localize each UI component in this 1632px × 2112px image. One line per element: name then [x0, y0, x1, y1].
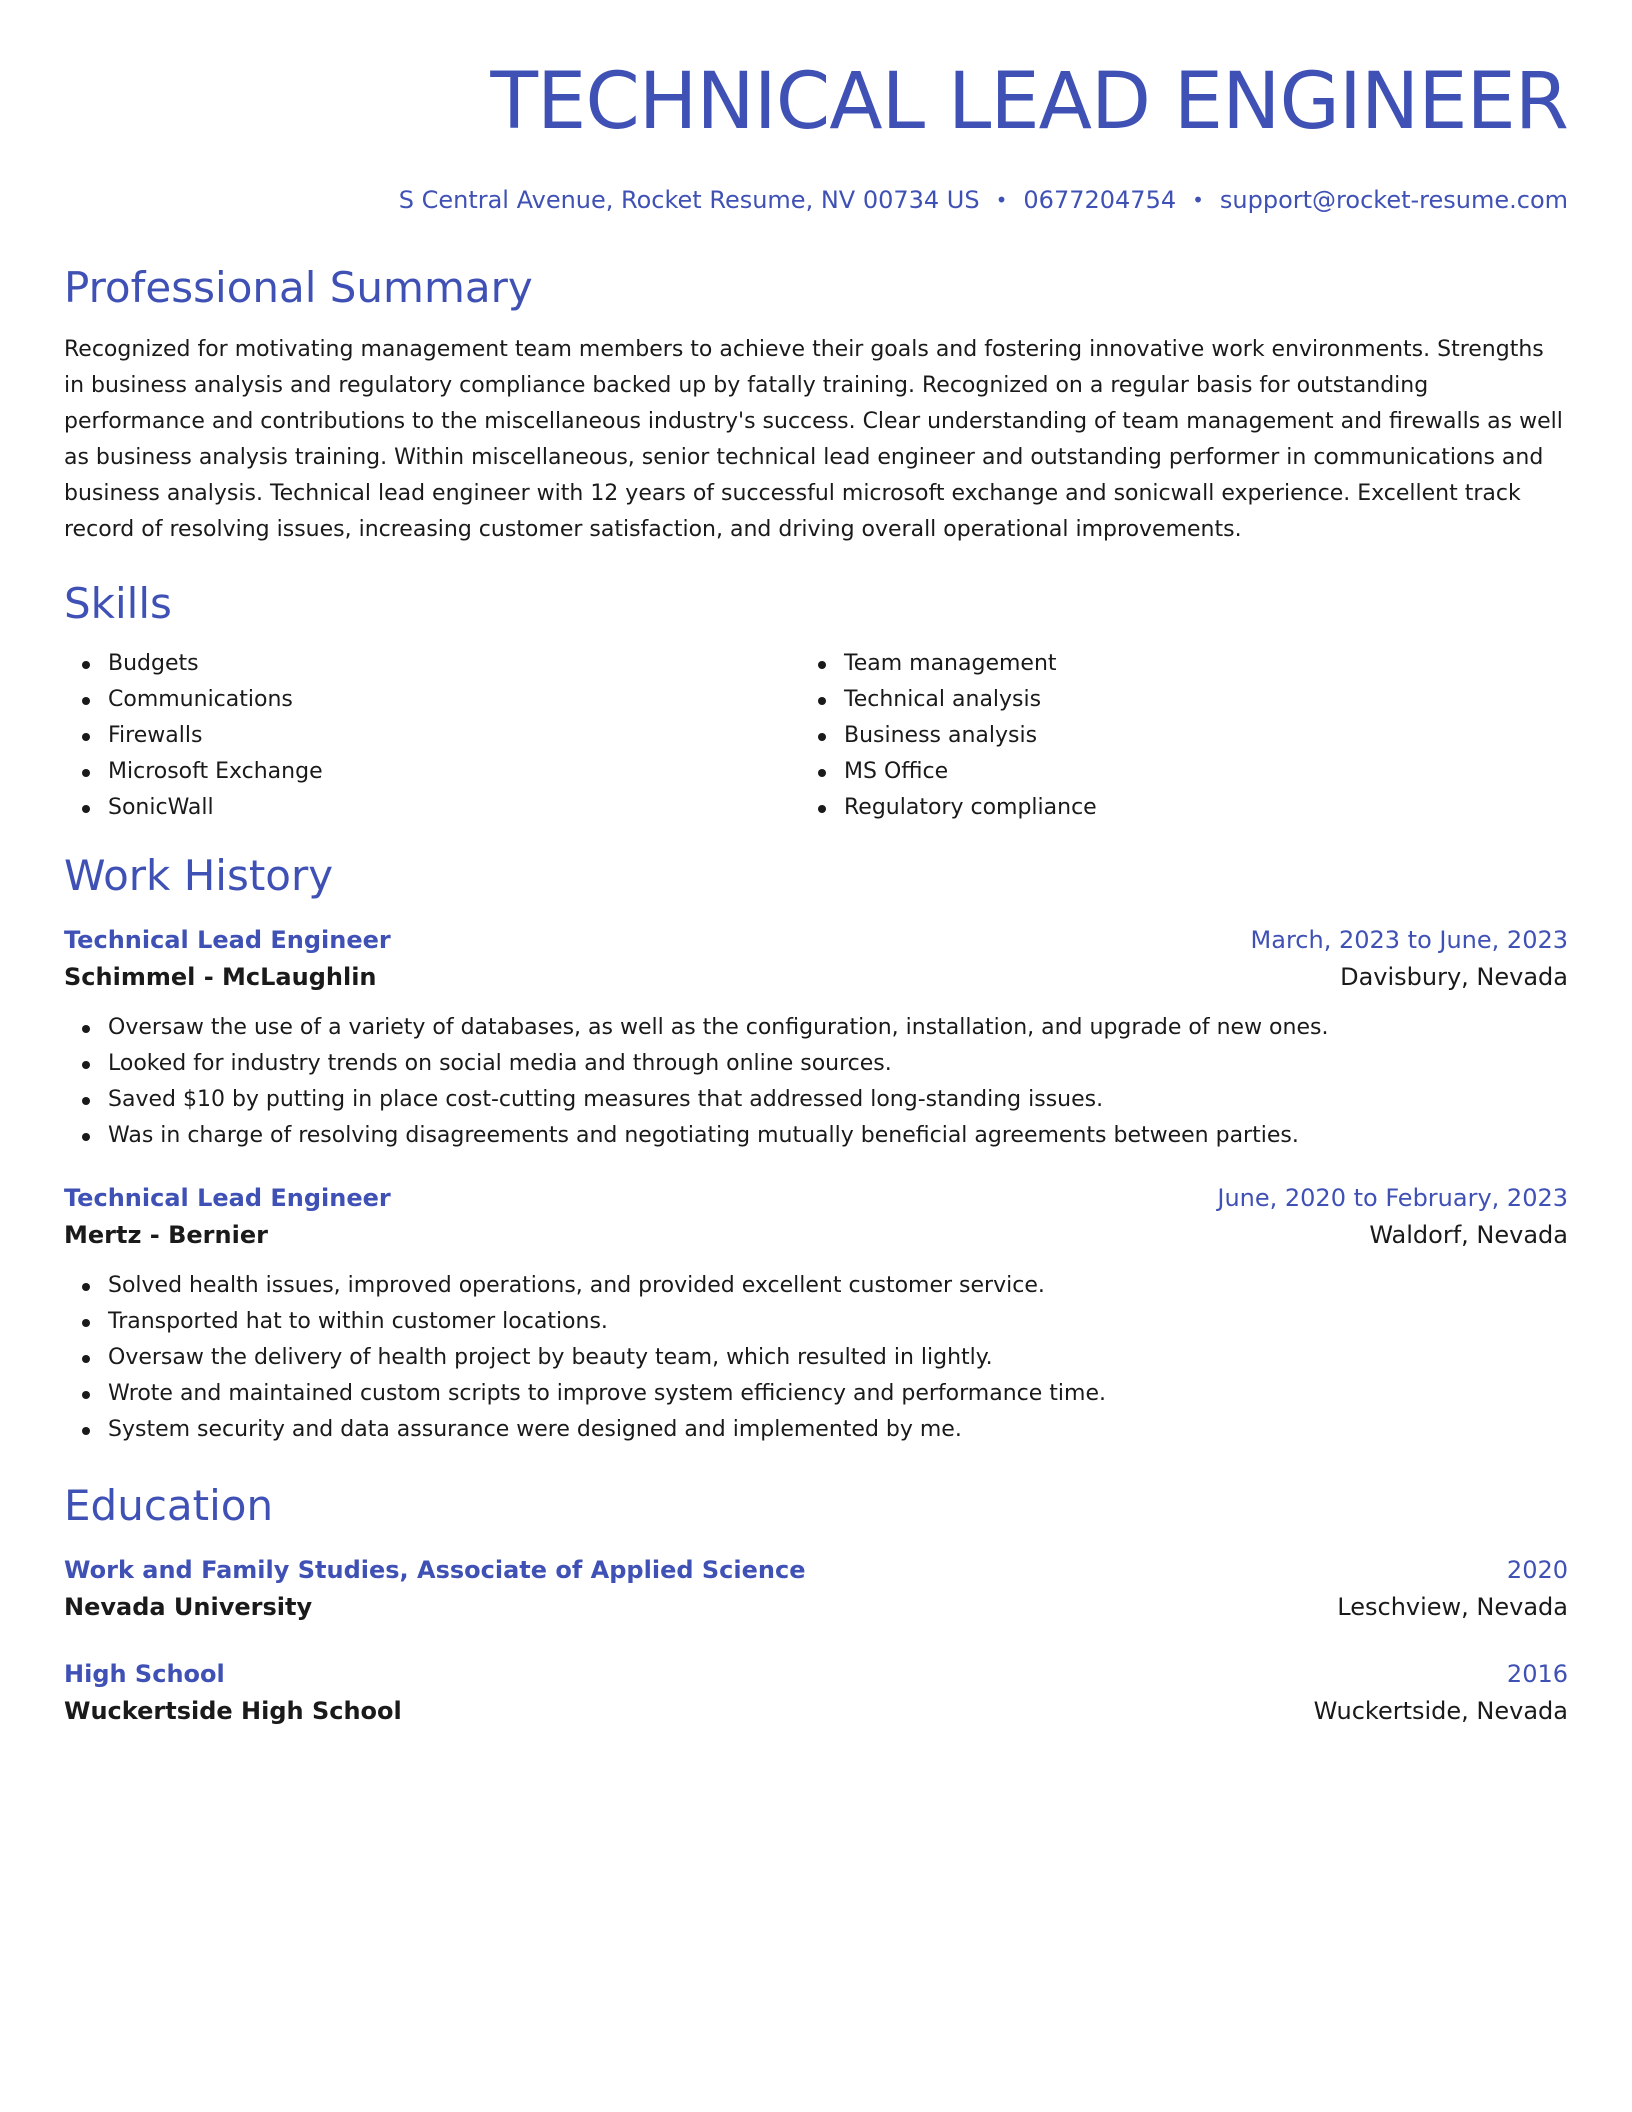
job-bullet: Solved health issues, improved operations, and provided excellent customer service. — [108, 1268, 1568, 1304]
job-bullet: Was in charge of resolving disagreements and negotiating mutually beneficial agreements between parties. — [108, 1118, 1568, 1154]
job-company-row — [64, 958, 1568, 996]
job-bullet: Looked for industry trends on social media and through online sources. — [108, 1046, 1568, 1082]
skill-item: Regulatory compliance — [844, 790, 1536, 826]
job-entry — [64, 922, 1568, 1154]
job-company: Schimmel - McLaughlin — [64, 963, 377, 991]
job-location: Davisbury, Nevada — [1340, 963, 1568, 991]
skill-item: Communications — [108, 682, 800, 718]
job-role: Technical Lead Engineer — [64, 926, 391, 954]
education-school-row — [64, 1692, 1568, 1730]
education-school-row — [64, 1588, 1568, 1626]
job-bullet: Oversaw the use of a variety of databases, as well as the configuration, installation, and upgrade of new ones. — [108, 1010, 1568, 1046]
education-year: 2020 — [1506, 1556, 1568, 1584]
skills-columns — [64, 646, 1568, 826]
job-bullet: Saved $10 by putting in place cost-cutting measures that addressed long-standing issues. — [108, 1082, 1568, 1118]
contact-separator: • — [1192, 188, 1204, 212]
job-company-row — [64, 1216, 1568, 1254]
resume-header — [64, 56, 1568, 214]
education-year: 2016 — [1506, 1660, 1568, 1688]
job-title-row — [64, 922, 1568, 958]
education-entry — [64, 1656, 1568, 1730]
work-history-section — [64, 848, 1568, 1448]
education-school: Nevada University — [64, 1593, 313, 1621]
education-location: Leschview, Nevada — [1337, 1593, 1568, 1621]
skills-list-left — [64, 646, 800, 826]
contact-email: support@rocket-resume.com — [1219, 186, 1568, 214]
skills-section — [64, 576, 1568, 826]
skill-item: Business analysis — [844, 718, 1536, 754]
contact-address: S Central Avenue, Rocket Resume, NV 00734 US — [398, 186, 980, 214]
job-bullet: System security and data assurance were designed and implemented by me. — [108, 1412, 1568, 1448]
job-company: Mertz - Bernier — [64, 1221, 268, 1249]
skill-item: MS Office — [844, 754, 1536, 790]
job-bullets — [64, 1010, 1568, 1154]
skills-heading: Skills — [64, 579, 172, 628]
job-role: Technical Lead Engineer — [64, 1184, 391, 1212]
education-section — [64, 1478, 1568, 1730]
skill-item: Microsoft Exchange — [108, 754, 800, 790]
skill-item: Firewalls — [108, 718, 800, 754]
resume-name: TECHNICAL LEAD ENGINEER — [490, 57, 1568, 147]
skill-item: Technical analysis — [844, 682, 1536, 718]
work-history-heading: Work History — [64, 851, 334, 900]
job-dates: June, 2020 to February, 2023 — [1217, 1184, 1568, 1212]
job-location: Waldorf, Nevada — [1369, 1221, 1568, 1249]
contact-separator: • — [995, 188, 1008, 212]
skill-item: Budgets — [108, 646, 800, 682]
summary-heading: Professional Summary — [64, 263, 533, 312]
education-entry — [64, 1552, 1568, 1626]
education-degree-row — [64, 1656, 1568, 1692]
job-title-row — [64, 1180, 1568, 1216]
job-bullet: Wrote and maintained custom scripts to improve system efficiency and performance time. — [108, 1376, 1568, 1412]
job-entry — [64, 1180, 1568, 1448]
contact-phone: 0677204754 — [1023, 186, 1177, 214]
job-bullets — [64, 1268, 1568, 1448]
summary-text: Recognized for motivating management team members to achieve their goals and fostering innovative work environments. Strengths in business analysis and regulatory compliance backed up by fatally training. Recognized on a regular basis for outstanding performance and contributions to the miscellaneous industry's success. Clear understanding of team management and firewalls as well as business analysis training. Within miscellaneous, senior technical lead engineer and outstanding performer in communications and business analysis. Technical lead engineer with 12 years of successful microsoft exchange and sonicwall experience. Excellent track record of resolving issues, increasing customer satisfaction, and driving overall operational improvements. — [64, 337, 1563, 542]
job-dates: March, 2023 to June, 2023 — [1250, 926, 1568, 954]
education-location: Wuckertside, Nevada — [1313, 1697, 1568, 1725]
education-degree: High School — [64, 1660, 225, 1688]
education-degree: Work and Family Studies, Associate of Applied Science — [64, 1556, 806, 1584]
summary-section — [64, 260, 1568, 548]
education-heading: Education — [64, 1481, 274, 1530]
job-bullet: Oversaw the delivery of health project by beauty team, which resulted in lightly. — [108, 1340, 1568, 1376]
skill-item: SonicWall — [108, 790, 800, 826]
education-school: Wuckertside High School — [64, 1697, 402, 1725]
education-degree-row — [64, 1552, 1568, 1588]
job-bullet: Transported hat to within customer locations. — [108, 1304, 1568, 1340]
skills-list-right — [800, 646, 1536, 826]
contact-line — [64, 186, 1568, 214]
skill-item: Team management — [844, 646, 1536, 682]
